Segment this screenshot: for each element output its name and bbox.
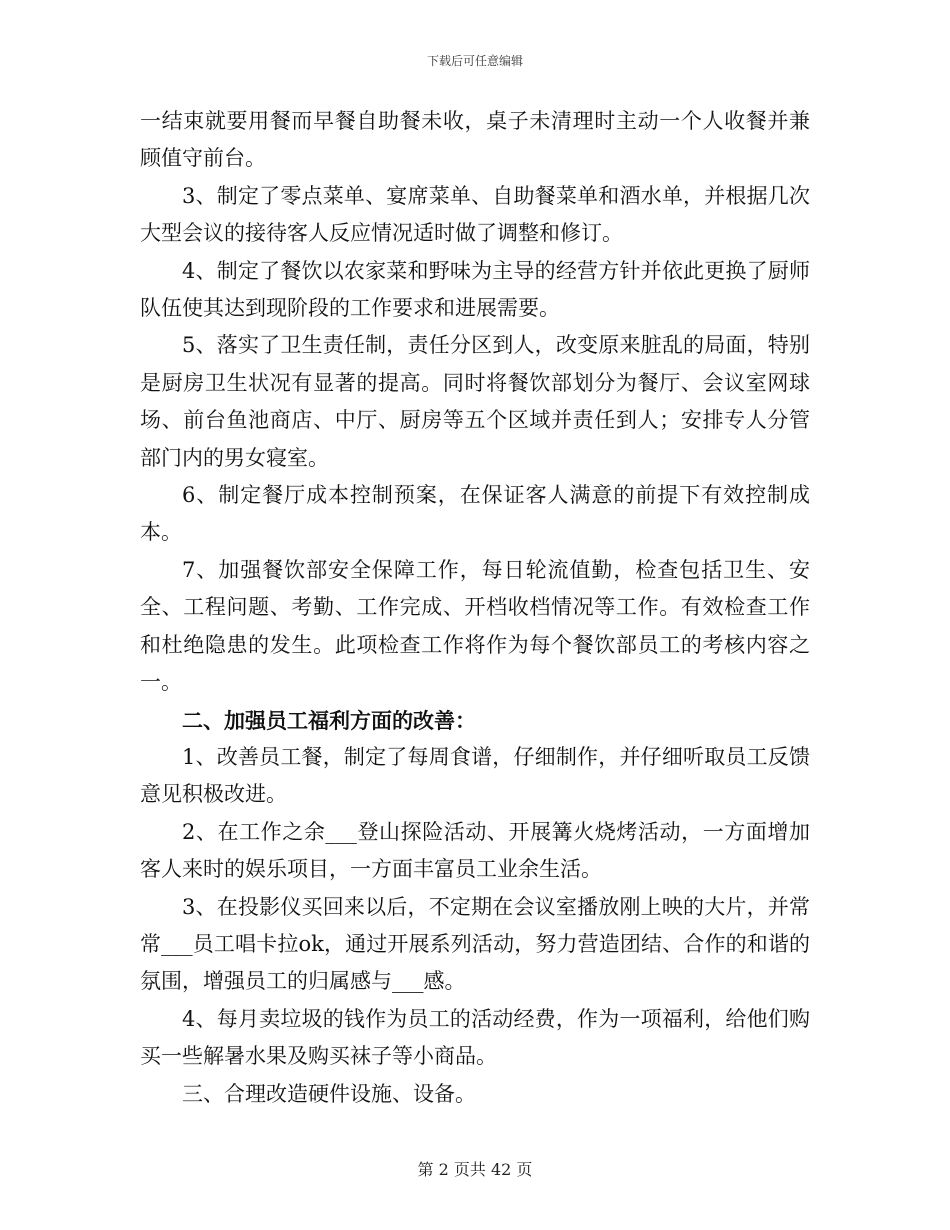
paragraph-item-4: 4、制定了餐饮以农家菜和野味为主导的经营方针并依此更换了厨师队伍使其达到现阶段的工作要求和进展需要。	[140, 258, 810, 321]
paragraph-welfare-3: 3、在投影仪买回来以后，不定期在会议室播放刚上映的大片，并常常___员工唱卡拉ok，通过开展系列活动，努力营造团结、合作的和谐的氛围，增强员工的归属感与___感。	[140, 894, 810, 994]
paragraph-welfare-2: 2、在工作之余___登山探险活动、开展篝火烧烤活动，一方面增加客人来时的娱乐项目，一方面丰富员工业余生活。	[140, 819, 810, 882]
paragraph-welfare-4: 4、每月卖垃圾的钱作为员工的活动经费，作为一项福利，给他们购买一些解暑水果及购买袜子等小商品。	[140, 1006, 810, 1069]
page-footer: 第 2 页共 42 页	[417, 1160, 533, 1179]
section-heading-2: 二、加强员工福利方面的改善：	[182, 707, 476, 733]
paragraph-item-3: 3、制定了零点菜单、宴席菜单、自助餐菜单和酒水单，并根据几次大型会议的接待客人反应情况适时做了调整和修订。	[140, 183, 810, 246]
paragraph-continuation: 一结束就要用餐而早餐自助餐未收，桌子未清理时主动一个人收餐并兼顾值守前台。	[140, 109, 810, 171]
paragraph-welfare-1: 1、改善员工餐，制定了每周食谱，仔细制作，并仔细听取员工反馈意见积极改进。	[140, 744, 810, 807]
paragraph-item-7: 7、加强餐饮部安全保障工作，每日轮流值勤，检查包括卫生、安全、工程问题、考勤、工作完成、开档收档情况等工作。有效检查工作和杜绝隐患的发生。此项检查工作将作为每个餐饮部员工的考核内容之一。	[140, 557, 810, 695]
section-heading-3: 三、合理改造硬件设施、设备。	[182, 1081, 476, 1106]
paragraph-item-5: 5、落实了卫生责任制，责任分区到人，改变原来脏乱的局面，特别是厨房卫生状况有显著的提高。同时将餐饮部划分为餐厅、会议室网球场、前台鱼池商店、中厅、厨房等五个区域并责任到人；安排专人分管部门内的男女寝室。	[140, 333, 810, 470]
document-body	[140, 103, 810, 1113]
paragraph-item-6: 6、制定餐厅成本控制预案，在保证客人满意的前提下有效控制成本。	[140, 483, 810, 545]
page-header: 下载后可任意编辑	[426, 54, 523, 68]
